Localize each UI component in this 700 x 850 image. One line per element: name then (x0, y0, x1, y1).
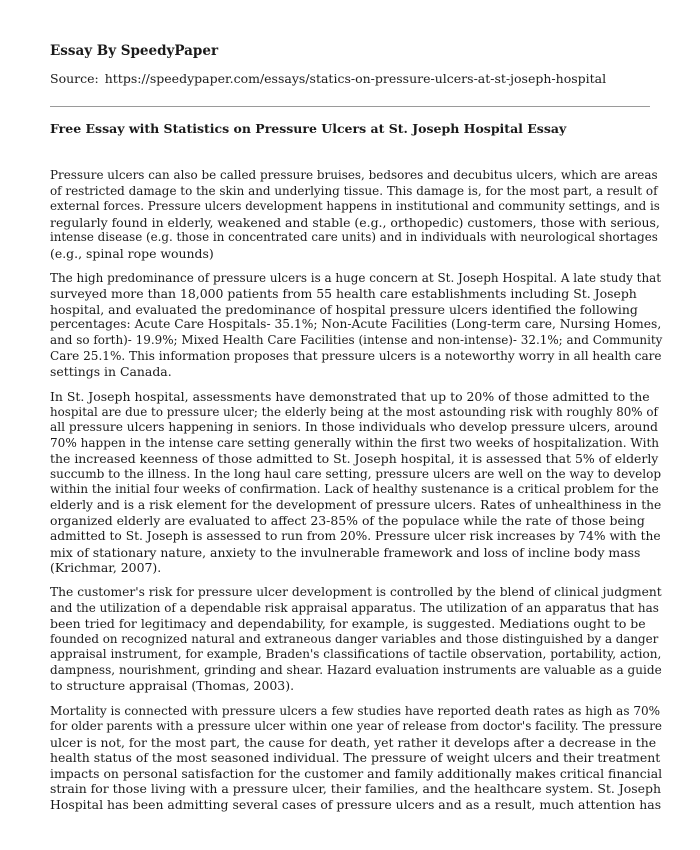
paragraph-line: The customer's risk for pressure ulcer development is controlled by the blend of clinical judgment (50, 585, 662, 600)
paragraph-line: intense disease (e.g. those in concentrated care units) and in individuals with neurological shortages (50, 230, 658, 245)
paragraph-line: founded on recognized natural and extraneous danger variables and those distinguished by a danger (50, 631, 659, 646)
paragraph-line: organized elderly are evaluated to affect 23-85% of the populace while the rate of those being (50, 513, 645, 529)
paragraph-line: all pressure ulcers happening in seniors. In those individuals who develop pressure ulcers, around (50, 420, 658, 435)
paragraph-line: been tried for legitimacy and dependability, for example, is suggested. Mediations ought to be (50, 616, 646, 632)
source-label: Source: (50, 71, 99, 86)
paragraph-line: succumb to the illness. In the long haul care setting, pressure ulcers are well on the way to develop (50, 466, 662, 481)
paragraph-line: Hospital has been admitting several cases of pressure ulcers and as a result, much attention has (50, 796, 662, 812)
source-url: https://speedypaper.com/essays/statics-on-pressure-ulcers-at-st-joseph-hospital (104, 71, 607, 86)
paragraph-line: hospital, and evaluated the predominance of hospital pressure ulcers identified the following (50, 301, 638, 317)
paragraph-line: regularly found in elderly, weakened and stable (e.g., orthopedic) customers, those with serious, (50, 214, 660, 230)
paragraph-line: strain for those living with a pressure ulcer, their families, and the healthcare system. St. Joseph (50, 781, 661, 797)
paragraph-line: health status of the most seasoned individual. The pressure of weight ulcers and their treatment (50, 750, 661, 766)
paragraph-line: Pressure ulcers can also be called pressure bruises, bedsores and decubitus ulcers, which are areas (50, 168, 658, 182)
paragraph-line: to structure appraisal (Thomas, 2003). (50, 678, 295, 694)
paragraph-line: the increased keenness of those admitted to St. Joseph hospital, it is assessed that 5% of elderly (50, 451, 659, 467)
paragraph-line: of restricted damage to the skin and underlying tissue. This damage is, for the most part, a result of (50, 183, 658, 198)
paragraph-line: hospital are due to pressure ulcer; the elderly being at the most astounding risk with roughly 80% of (50, 404, 658, 419)
paragraph-line: 70% happen in the intense care setting generally within the first two weeks of hospitalization. With (50, 435, 660, 450)
essay-paragraph (50, 389, 660, 576)
paragraph-line: Mortality is connected with pressure ulcers a few studies have reported death rates as high as 70% (50, 703, 661, 718)
paragraph-line: and the utilization of a dependable risk appraisal apparatus. The utilization of an apparatus that has (50, 600, 659, 615)
essay-body (50, 168, 663, 822)
paragraph-line: for older parents with a pressure ulcer within one year of release from doctor's facility. The pressure (50, 719, 662, 734)
paragraph-line: (e.g., spinal rope wounds) (50, 245, 214, 261)
paragraph-line: Care 25.1%. This information proposes that pressure ulcers is a noteworthy worry in all health care (50, 348, 662, 363)
essay-title: Free Essay with Statistics on Pressure Ulcers at St. Joseph Hospital Essay (50, 121, 567, 136)
essay-paragraph (50, 270, 663, 380)
paragraph-line: settings in Canada. (50, 364, 172, 380)
source-line (50, 71, 606, 87)
paragraph-line: and so forth)- 19.9%; Mixed Health Care Facilities (intense and non-intense)- 32.1%; and Community (50, 332, 663, 347)
paragraph-line: ulcer is not, for the most part, the cause for death, yet rather it develops after a decrease in the (50, 734, 657, 750)
paragraph-line: The high predominance of pressure ulcers is a huge concern at St. Joseph Hospital. A late study that (50, 270, 662, 285)
essay-paragraph (50, 585, 660, 694)
paragraph-line: within the initial four weeks of confirmation. Lack of healthy sustenance is a critical problem for the (50, 482, 659, 497)
header-divider (50, 106, 650, 107)
paragraph-line: In St. Joseph hospital, assessments have demonstrated that up to 20% of those admitted to the (50, 389, 650, 405)
paragraph-line: dampness, nourishment, grinding and shear. Hazard evaluation instruments are valuable as a guide (50, 662, 662, 677)
paragraph-line: impacts on personal satisfaction for the customer and family additionally makes critical financial (50, 765, 663, 781)
paragraph-line: appraisal instrument, for example, Braden's classifications of tactile observation, portability, action, (50, 647, 662, 662)
paragraph-line: external forces. Pressure ulcers development happens in institutional and community settings, and is (50, 199, 660, 214)
paragraph-line: (Krichmar, 2007). (50, 560, 162, 576)
essay-brand: Essay By SpeedyPaper (50, 43, 219, 59)
essay-paragraph (50, 168, 660, 261)
paragraph-line: surveyed more than 18,000 patients from 55 health care establishments including St. Joseph (50, 286, 637, 302)
paragraph-line: mix of stationary nature, anxiety to the invulnerable framework and loss of incline body mass (50, 544, 641, 560)
paragraph-line: percentages: Acute Care Hospitals- 35.1%; Non-Acute Facilities (Long-term care, Nursing Homes, (50, 317, 662, 332)
essay-paragraph (50, 703, 663, 813)
paragraph-line: admitted to St. Joseph is assessed to run from 20%. Pressure ulcer risk increases by 74% with the (50, 529, 661, 544)
paragraph-line: elderly and is a risk element for the development of pressure ulcers. Rates of unhealthiness in the (50, 497, 662, 512)
